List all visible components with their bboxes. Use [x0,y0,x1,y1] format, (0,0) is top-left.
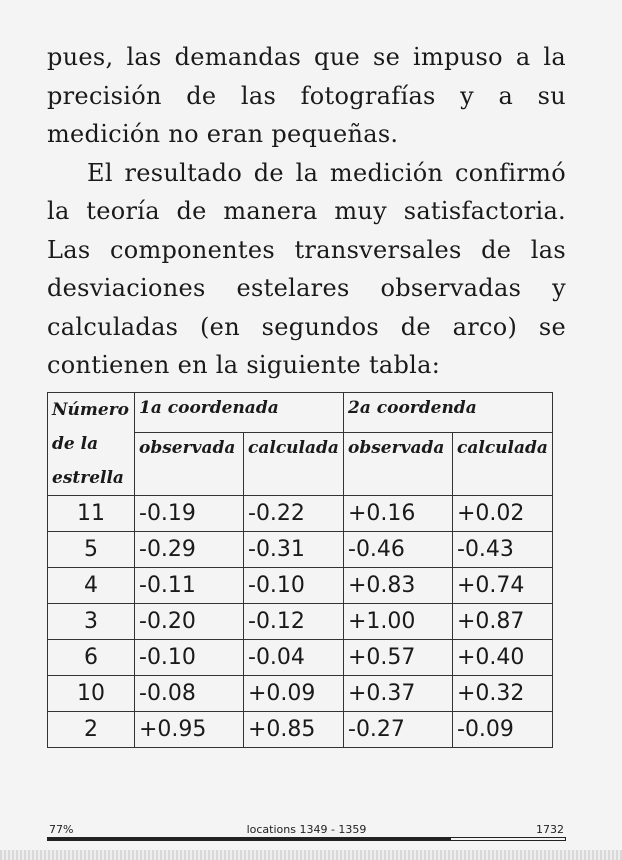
text-line: Las componentes transversales de las [47,236,566,264]
text-line: contienen en la siguiente tabla: [47,351,441,379]
value-cell: -0.10 [244,568,344,604]
table-row [48,676,553,712]
value-cell: +0.87 [453,604,553,640]
progress-bar[interactable] [47,837,566,841]
header-calculated: calculada [244,433,344,496]
header-coord1: 1a coordenada [135,393,344,433]
table-row [48,532,553,568]
value-cell: +0.02 [453,496,553,532]
value-cell: -0.27 [344,712,453,748]
text-line: precisión de las fotografías y a su [47,82,566,110]
star-number-cell: 2 [48,712,135,748]
value-cell: +0.16 [344,496,453,532]
text-line: medición no eran pequeñas. [47,120,399,148]
text-line: la teoría de manera muy satisfactoria. [47,197,566,225]
table-row [48,640,553,676]
star-number-cell: 3 [48,604,135,640]
value-cell: -0.11 [135,568,244,604]
text-line: El resultado de la medición confirmó [87,159,566,187]
value-cell: +0.37 [344,676,453,712]
value-cell: -0.46 [344,532,453,568]
star-number-cell: 4 [48,568,135,604]
deflection-table [47,392,553,748]
value-cell: -0.29 [135,532,244,568]
value-cell: +0.09 [244,676,344,712]
progress-fill [48,838,451,840]
value-cell: -0.20 [135,604,244,640]
value-cell: -0.04 [244,640,344,676]
value-cell: +0.85 [244,712,344,748]
value-cell: -0.22 [244,496,344,532]
location-range: locations 1349 - 1359 [246,823,367,836]
value-cell: +0.32 [453,676,553,712]
table-row [48,712,553,748]
text-line: pues, las demandas que se impuso a la [47,43,566,71]
value-cell: +0.95 [135,712,244,748]
screen-bottom-edge [0,850,622,860]
star-number-cell: 6 [48,640,135,676]
progress-percent: 77% [49,823,74,836]
table-row [48,568,553,604]
header-calculated: calculada [453,433,553,496]
value-cell: -0.43 [453,532,553,568]
table-row [48,604,553,640]
total-locations: 1732 [536,823,564,836]
value-cell: -0.09 [453,712,553,748]
header-coord2: 2a coordenda [344,393,553,433]
text-line: desviaciones estelares observadas y [47,274,566,302]
value-cell: +0.57 [344,640,453,676]
value-cell: +0.40 [453,640,553,676]
table-row [48,496,553,532]
value-cell: -0.19 [135,496,244,532]
star-number-cell: 5 [48,532,135,568]
value-cell: -0.31 [244,532,344,568]
value-cell: +1.00 [344,604,453,640]
value-cell: +0.83 [344,568,453,604]
value-cell: -0.08 [135,676,244,712]
reader-footer [47,823,566,837]
text-line: calculadas (en segundos de arco) se [47,313,566,341]
header-observed: observada [135,433,244,496]
value-cell: -0.12 [244,604,344,640]
header-observed: observada [344,433,453,496]
star-number-cell: 10 [48,676,135,712]
header-star-number: Número de la estrella [48,393,135,496]
value-cell: -0.10 [135,640,244,676]
star-number-cell: 11 [48,496,135,532]
value-cell: +0.74 [453,568,553,604]
